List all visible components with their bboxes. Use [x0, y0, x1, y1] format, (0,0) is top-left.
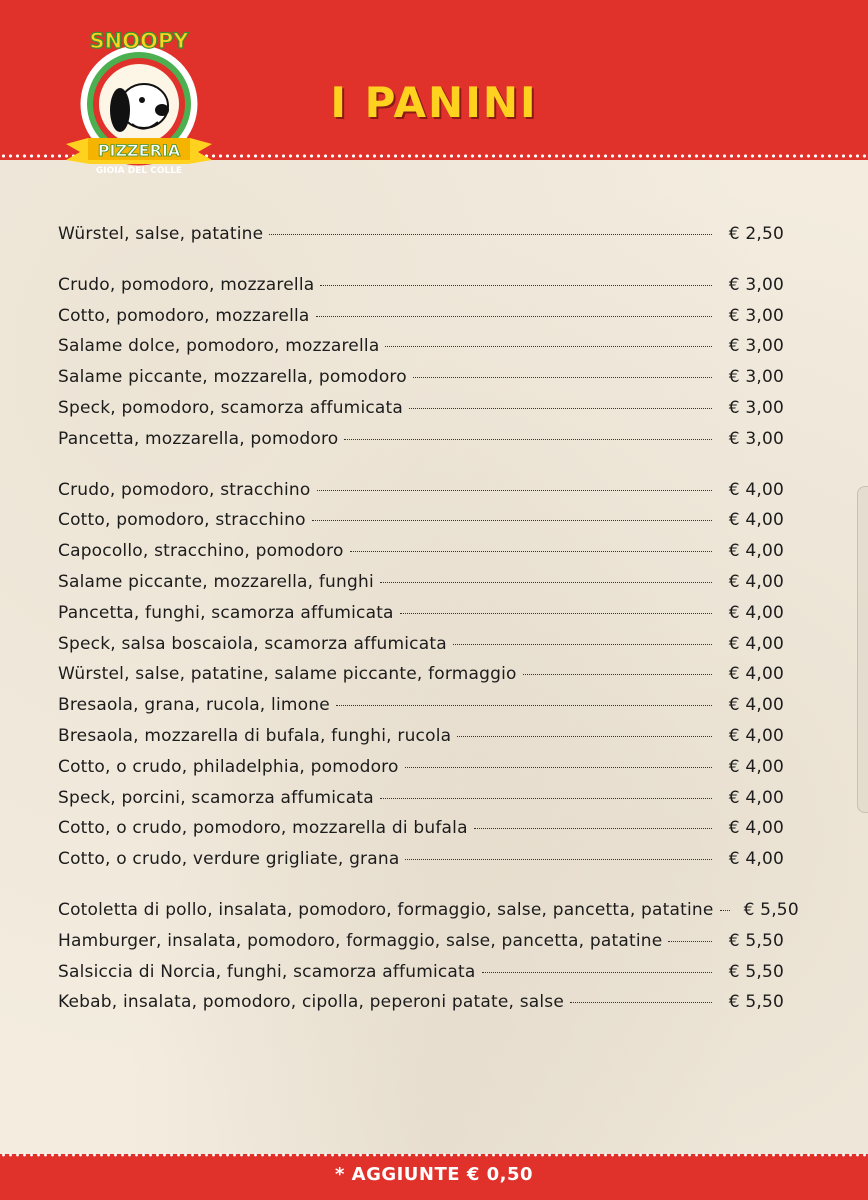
menu-item-price: € 4,00 [728, 756, 784, 777]
dot-leader [385, 346, 712, 347]
menu-item-name: Capocollo, stracchino, pomodoro [58, 541, 344, 562]
dot-leader [350, 551, 712, 552]
menu-item-price: € 3,00 [728, 428, 784, 449]
menu-item-price: € 4,00 [728, 849, 784, 870]
dot-leader [482, 972, 712, 973]
dot-leader [409, 408, 712, 409]
dot-leader [380, 798, 712, 799]
menu-item [58, 480, 784, 511]
logo-sub-text: GIOIA DEL COLLE [95, 166, 183, 176]
menu-item [58, 788, 784, 819]
menu-item-price: € 3,00 [728, 274, 784, 295]
menu-item-price: € 4,00 [728, 818, 784, 839]
menu-item-price: € 5,50 [728, 961, 784, 982]
menu-item-name: Cotto, pomodoro, mozzarella [58, 305, 310, 326]
menu-item-price: € 4,00 [728, 787, 784, 808]
dot-leader [405, 859, 712, 860]
menu-item [58, 572, 784, 603]
menu-item-name: Speck, salsa boscaiola, scamorza affumicata [58, 633, 447, 654]
menu-item [58, 992, 784, 1023]
menu-item [58, 367, 784, 398]
menu-item [58, 962, 784, 993]
menu-item-price: € 3,00 [728, 305, 784, 326]
menu-item [58, 899, 799, 931]
menu-item-name: Salame piccante, mozzarella, funghi [58, 571, 374, 592]
dot-leader [570, 1002, 712, 1003]
dot-leader [405, 767, 712, 768]
menu-item-name: Cotto, pomodoro, stracchino [58, 510, 306, 531]
menu-item [58, 634, 784, 665]
menu-item-price: € 4,00 [728, 571, 784, 592]
menu-item-name: Cotto, o crudo, pomodoro, mozzarella di bufala [58, 818, 468, 839]
dot-leader [317, 490, 713, 491]
menu-item-name: Bresaola, grana, rucola, limone [58, 695, 330, 716]
dot-leader [668, 941, 712, 942]
dot-leader [316, 316, 712, 317]
menu-list [58, 224, 799, 1023]
logo-banner-text: PIZZERIA [97, 141, 181, 160]
menu-item-name: Hamburger, insalata, pomodoro, formaggio, salse, pancetta, patatine [58, 930, 663, 951]
menu-item-name: Kebab, insalata, pomodoro, cipolla, peperoni patate, salse [58, 992, 565, 1013]
menu-item [58, 664, 784, 695]
page-title: I PANINI [330, 78, 538, 127]
menu-item-price: € 4,00 [728, 479, 784, 500]
menu-item [58, 695, 784, 726]
logo-top-text: SNOOPY [89, 29, 189, 53]
menu-item [58, 306, 784, 337]
dot-leader [312, 520, 712, 521]
menu-item [58, 931, 784, 962]
menu-item-price: € 4,00 [728, 541, 784, 562]
dot-leader [474, 828, 712, 829]
menu-item-name: Würstel, salse, patatine [58, 224, 264, 244]
menu-item [58, 510, 784, 541]
dot-leader [344, 439, 712, 440]
menu-item-price: € 4,00 [728, 695, 784, 716]
menu-item-name: Würstel, salse, patatine, salame piccante, formaggio [58, 664, 517, 685]
dot-leader [720, 910, 730, 911]
dot-leader [413, 377, 712, 378]
menu-item-name: Salsiccia di Norcia, funghi, scamorza affumicata [58, 961, 476, 982]
menu-item-name: Crudo, pomodoro, mozzarella [58, 274, 315, 295]
menu-item-name: Cotto, o crudo, philadelphia, pomodoro [58, 756, 399, 777]
group-spacer [58, 255, 784, 275]
menu-item-price: € 4,00 [728, 510, 784, 531]
menu-item-name: Pancetta, mozzarella, pomodoro [58, 428, 339, 449]
menu-item-price: € 2,50 [728, 224, 784, 244]
menu-item-name: Cotto, o crudo, verdure grigliate, grana [58, 849, 400, 870]
menu-item-name: Speck, pomodoro, scamorza affumicata [58, 397, 404, 418]
dot-leader [336, 705, 712, 706]
menu-item-price: € 5,50 [728, 930, 784, 951]
footer-note: * AGGIUNTE € 0,50 [334, 1164, 534, 1185]
menu-item-name: Cotoletta di pollo, insalata, pomodoro, formaggio, salse, pancetta, patatine [58, 899, 714, 920]
menu-item-price: € 3,00 [728, 397, 784, 418]
menu-item [58, 757, 784, 788]
dot-leader [457, 736, 712, 737]
menu-item-name: Salame piccante, mozzarella, pomodoro [58, 367, 407, 388]
dot-leader [400, 613, 712, 614]
footer-dotted-border [0, 1152, 868, 1158]
menu-item-price: € 3,00 [728, 367, 784, 388]
dot-leader [320, 285, 712, 286]
dot-leader [523, 674, 712, 675]
menu-item [58, 336, 784, 367]
menu-item-price: € 4,00 [728, 633, 784, 654]
menu-item-name: Bresaola, mozzarella di bufala, funghi, rucola [58, 725, 452, 746]
dot-leader [453, 644, 712, 645]
menu-item [58, 398, 784, 429]
menu-item [58, 603, 784, 634]
menu-item [58, 818, 784, 849]
scroll-handle[interactable] [857, 486, 868, 813]
menu-item-price: € 5,50 [743, 899, 799, 920]
menu-item-name: Crudo, pomodoro, stracchino [58, 479, 311, 500]
menu-item-price: € 5,50 [728, 992, 784, 1013]
menu-item-name: Pancetta, funghi, scamorza affumicata [58, 602, 394, 623]
menu-item-price: € 4,00 [728, 602, 784, 623]
dot-leader [269, 234, 712, 235]
menu-item-price: € 3,00 [728, 336, 784, 357]
menu-item [58, 275, 784, 306]
menu-item-name: Speck, porcini, scamorza affumicata [58, 787, 374, 808]
menu-item [58, 726, 784, 757]
group-spacer [58, 880, 784, 900]
menu-item [58, 541, 784, 572]
menu-item-price: € 4,00 [728, 725, 784, 746]
menu-item-name: Salame dolce, pomodoro, mozzarella [58, 336, 380, 357]
menu-item [58, 224, 784, 255]
group-spacer [58, 460, 784, 480]
dot-leader [380, 582, 712, 583]
menu-item-price: € 4,00 [728, 664, 784, 685]
menu-item [58, 429, 784, 460]
menu-item [58, 849, 784, 880]
